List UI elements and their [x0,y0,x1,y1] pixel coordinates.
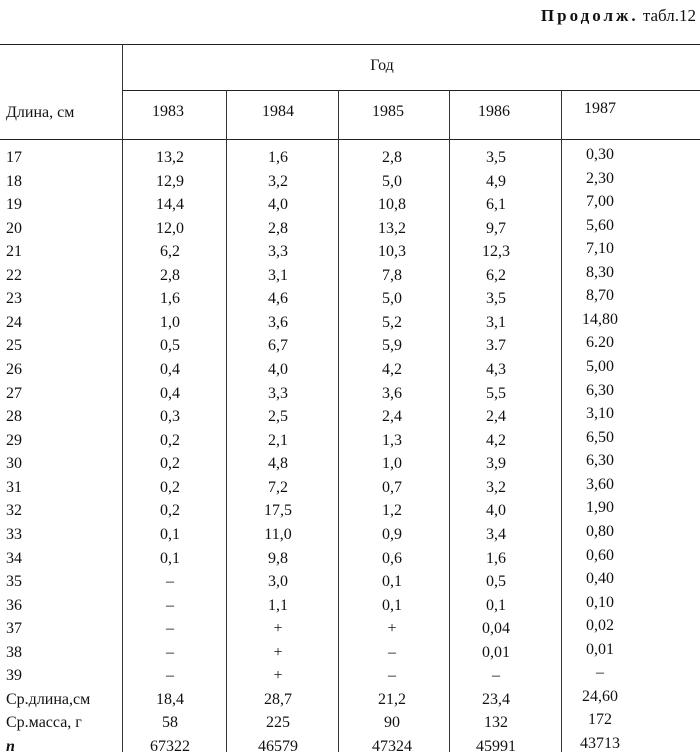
table-cell: 8,70 [586,287,614,305]
table-cell: 0,1 [160,525,180,543]
table-cell: 0,5 [160,337,180,355]
table-cell: 5,0 [382,290,402,308]
table-cell: 3,3 [268,243,288,261]
table-cell: – [492,667,500,685]
table-cell: 23,4 [482,690,510,708]
row-label: Ср.масса, г [6,714,82,732]
table-cell: 0,1 [382,596,402,614]
table-cell: 24,60 [582,687,618,705]
table-cell: 4,9 [486,172,506,190]
table-cell: 0,01 [586,640,614,658]
table-cell: 17,5 [264,502,292,520]
table-cell: 225 [266,714,290,732]
table-cell: 0,1 [486,596,506,614]
table-cell: 12,0 [156,219,184,237]
table-cell: 172 [588,711,612,729]
column-divider [338,90,339,752]
row-label: 29 [6,431,22,449]
table-cell: 3,6 [382,384,402,402]
table-cell: 0,60 [586,546,614,564]
table-cell: 43713 [580,735,620,752]
table-cell: 0,2 [160,502,180,520]
table-cell: 0,4 [160,384,180,402]
table-cell: 1,6 [268,149,288,166]
column-header-year: 1984 [262,103,294,120]
table-cell: 2,5 [268,408,288,426]
table-cell: 3,60 [586,475,614,493]
table-cell: 0,3 [160,408,180,426]
row-label: 31 [6,478,22,496]
table-cell: 47324 [372,738,412,755]
table-cell: 3.7 [486,337,506,355]
table-cell: – [166,643,174,661]
table-cell: – [166,573,174,591]
table-cell: 4,6 [268,290,288,308]
row-label: 32 [6,502,22,520]
row-label: 27 [6,384,22,402]
table-cell: 5,60 [586,216,614,234]
group-header-year: Год [370,57,394,74]
table-cell: 4,2 [382,361,402,379]
row-label: 34 [6,549,22,567]
row-label: 26 [6,361,22,379]
table-cell: + [387,620,397,638]
table-cell: 13,2 [156,149,184,166]
table-cell: + [273,620,283,638]
table-cell: 5,9 [382,337,402,355]
table-cell: 46579 [258,738,298,755]
group-header-rule [122,90,700,91]
table-cell: 4,0 [268,361,288,379]
table-cell: – [166,596,174,614]
table-cell: 2,8 [382,149,402,166]
table-cell: 0,30 [586,146,614,163]
table-cell: 5,5 [486,384,506,402]
table-cell: 1,1 [268,596,288,614]
row-label: 33 [6,525,22,543]
table-cell: 0,02 [586,617,614,635]
table-cell: 3,4 [486,525,506,543]
row-label: 39 [6,667,22,685]
table-cell: 3,1 [268,266,288,284]
table-cell: 7,10 [586,240,614,258]
row-label: 30 [6,455,22,473]
table-cell: 4,2 [486,431,506,449]
row-label: 17 [6,149,22,166]
table-cell: 0,9 [382,525,402,543]
table-cell: 2,8 [160,266,180,284]
table-cell: 6,1 [486,196,506,214]
table-cell: 14,4 [156,196,184,214]
row-label: 25 [6,337,22,355]
table-cell: 3,5 [486,149,506,166]
table-cell: 2,30 [586,169,614,187]
table-cell: 11,0 [264,525,292,543]
column-divider [561,90,562,752]
table-cell: 6,7 [268,337,288,355]
table-cell: 90 [384,714,400,732]
table-cell: – [388,643,396,661]
caption-continued: Продолж. [540,6,639,25]
row-label: 35 [6,573,22,591]
column-header-year: 1986 [478,103,510,120]
row-label: n [6,738,15,755]
table-cell: 10,3 [378,243,406,261]
table-cell: 21,2 [378,690,406,708]
caption-table-number: табл.12 [642,6,696,25]
stub-divider [122,44,123,752]
table-cell: 4,0 [268,196,288,214]
row-label: Ср.длина,см [6,690,91,708]
table-cell: 9,8 [268,549,288,567]
row-label: 18 [6,172,22,190]
table-cell: 0,5 [486,573,506,591]
column-divider [226,90,227,752]
table-cell: 6,2 [486,266,506,284]
table-cell: 1,0 [382,455,402,473]
table-cell: 3,3 [268,384,288,402]
row-label: 37 [6,620,22,638]
column-header-year: 1983 [152,103,184,120]
table-cell: 4,0 [486,502,506,520]
table-cell: 3,10 [586,405,614,423]
row-label: 36 [6,596,22,614]
table-cell: 28,7 [264,690,292,708]
table-cell: 5,0 [382,172,402,190]
column-header-year: 1987 [584,100,616,117]
table-cell: 67322 [150,738,190,755]
row-label: 28 [6,408,22,426]
table-cell: 9,7 [486,219,506,237]
table-cell: 0,80 [586,522,614,540]
table-cell: 0,4 [160,361,180,379]
row-label: 23 [6,290,22,308]
table-cell: 0,10 [586,593,614,611]
column-header-year: 1985 [372,103,404,120]
table-cell: + [273,667,283,685]
table-cell: – [166,667,174,685]
table-cell: 3,1 [486,313,506,331]
row-label: 38 [6,643,22,661]
table-cell: 132 [484,714,508,732]
table-cell: 1,2 [382,502,402,520]
table-cell: 0,2 [160,431,180,449]
table-cell: 13,2 [378,219,406,237]
table-cell: 1,90 [586,499,614,517]
table-cell: 0,2 [160,455,180,473]
column-divider [449,90,450,752]
table-cell: 4,3 [486,361,506,379]
table-cell: 0,6 [382,549,402,567]
table-cell: 12,9 [156,172,184,190]
table-cell: 7,2 [268,478,288,496]
table-cell: 7,00 [586,193,614,211]
row-label: 21 [6,243,22,261]
table-cell: 8,30 [586,263,614,281]
table-cell: – [166,620,174,638]
row-label: 24 [6,313,22,331]
table-cell: 1,0 [160,313,180,331]
header-bottom-rule [0,139,700,140]
table-cell: 3,0 [268,573,288,591]
table-cell: 3,6 [268,313,288,331]
table-cell: 0,7 [382,478,402,496]
table-cell: 1,3 [382,431,402,449]
table-cell: 14,80 [582,310,618,328]
table-cell: 6,30 [586,381,614,399]
table-cell: 0,04 [482,620,510,638]
row-label: 20 [6,219,22,237]
table-cell: 2,8 [268,219,288,237]
table-cell: – [596,664,604,682]
table-cell: 6.20 [586,334,614,352]
table-cell: 3,2 [268,172,288,190]
table-cell: 0,40 [586,570,614,588]
table-cell: 10,8 [378,196,406,214]
table-cell: 45991 [476,738,516,755]
table-cell: 3,9 [486,455,506,473]
stub-header: Длина, см [6,104,75,121]
table-cell: 0,1 [160,549,180,567]
table-cell: 5,00 [586,358,614,376]
table-cell: 1,6 [160,290,180,308]
table-cell: 6,2 [160,243,180,261]
row-label: 22 [6,266,22,284]
table-cell: 0,01 [482,643,510,661]
table-top-rule [0,44,700,45]
table-cell: 18,4 [156,690,184,708]
table-cell: 2,1 [268,431,288,449]
table-cell: 6,30 [586,452,614,470]
table-cell: 12,3 [482,243,510,261]
table-cell: 2,4 [382,408,402,426]
table-cell: 3,2 [486,478,506,496]
row-label: 19 [6,196,22,214]
table-cell: 1,6 [486,549,506,567]
table-cell: 2,4 [486,408,506,426]
table-cell: 7,8 [382,266,402,284]
table-cell: + [273,643,283,661]
table-cell: 0,1 [382,573,402,591]
table-cell: 4,8 [268,455,288,473]
table-cell: 58 [162,714,178,732]
table-cell: 0,2 [160,478,180,496]
table-cell: 3,5 [486,290,506,308]
table-cell: 6,50 [586,428,614,446]
table-cell: 5,2 [382,313,402,331]
table-cell: – [388,667,396,685]
